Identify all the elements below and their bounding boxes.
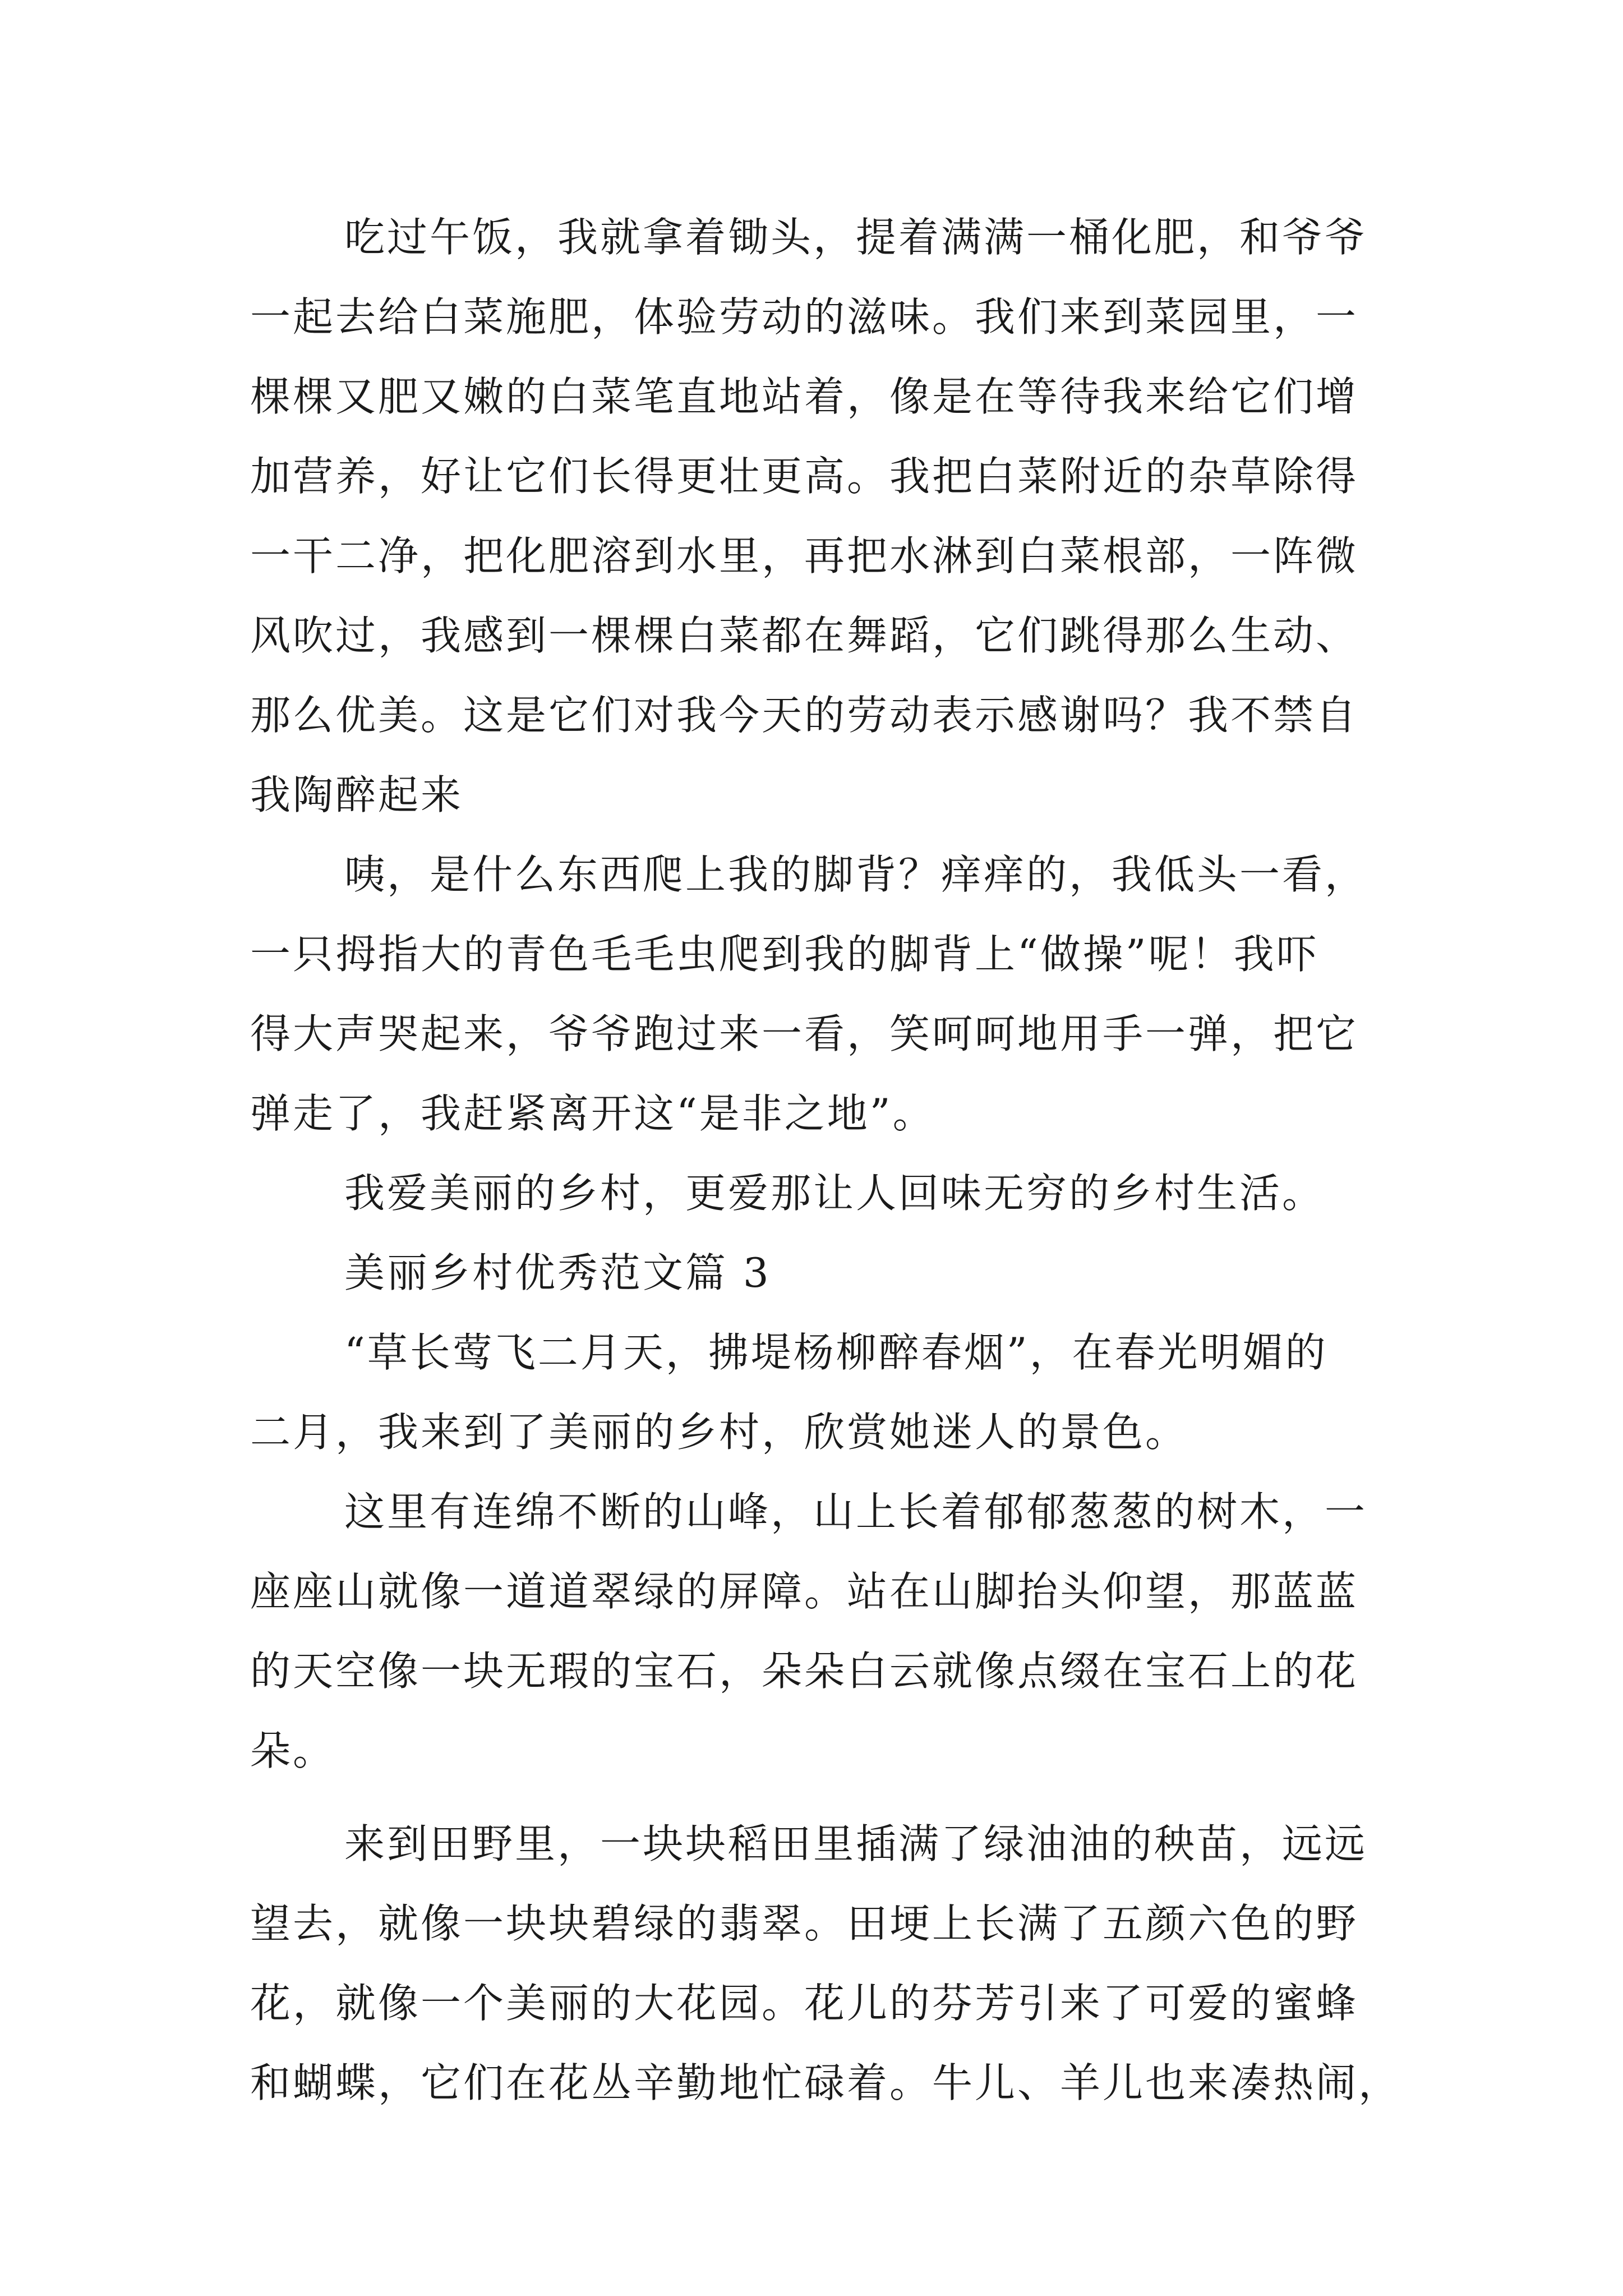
paragraph-line: 二月，我来到了美丽的乡村，欣赏她迷人的景色。: [250, 1409, 1188, 1456]
paragraph-line: 加营养，好让它们长得更壮更高。我把白菜附近的杂草除得: [250, 453, 1359, 500]
paragraph-gap: [250, 1791, 1390, 1804]
paragraph-line: 风吹过，我感到一棵棵白菜都在舞蹈，它们跳得那么生动、: [250, 612, 1359, 659]
paragraph-line: 一起去给白菜施肥，体验劳动的滋味。我们来到菜园里，一: [250, 293, 1359, 341]
paragraph-line: 朵。: [250, 1727, 336, 1774]
paragraph-line: 一干二净，把化肥溶到水里，再把水淋到白菜根部，一阵微: [250, 532, 1359, 579]
paragraph-line: 和蝴蝶，它们在花丛辛勤地忙碌着。牛儿、羊儿也来凑热闹，: [250, 2059, 1401, 2106]
paragraph-line: 花，就像一个美丽的大花园。花儿的芬芳引来了可爱的蜜蜂: [250, 1980, 1359, 2027]
paragraph-line: 咦，是什么东西爬上我的脚背？痒痒的，我低头一看，: [344, 851, 1368, 898]
paragraph-line: 的天空像一块无瑕的宝石，朵朵白云就像点缀在宝石上的花: [250, 1648, 1359, 1695]
essay-text: [250, 197, 1401, 2123]
paragraph-line: 棵棵又肥又嫩的白菜笔直地站着，像是在等待我来给它们增: [250, 373, 1359, 420]
paragraph-line: 弹走了，我赶紧离开这“是非之地”。: [250, 1090, 935, 1137]
paragraph-line: 我陶醉起来: [250, 771, 464, 818]
paragraph-line: 我爱美丽的乡村，更爱那让人回味无穷的乡村生活。: [344, 1170, 1325, 1217]
paragraph-line: 吃过午饭，我就拿着锄头，提着满满一桶化肥，和爷爷: [344, 214, 1368, 261]
paragraph-line: 得大声哭起来，爷爷跑过来一看，笑呵呵地用手一弹，把它: [250, 1010, 1359, 1057]
paragraph-line: 座座山就像一道道翠绿的屏障。站在山脚抬头仰望，那蓝蓝: [250, 1568, 1359, 1615]
paragraph-line: 来到田野里，一块块稻田里插满了绿油油的秧苗，远远: [344, 1820, 1368, 1867]
paragraph-line: 这里有连绵不断的山峰，山上长着郁郁葱葱的树木，一: [344, 1488, 1368, 1535]
paragraph-line: 那么优美。这是它们对我今天的劳动表示感谢吗？我不禁自: [250, 692, 1359, 739]
section-heading: 美丽乡村优秀范文篇 3: [344, 1249, 771, 1296]
paragraph-line: 望去，就像一块块碧绿的翡翠。田埂上长满了五颜六色的野: [250, 1900, 1359, 1947]
paragraph-line: 一只拇指大的青色毛毛虫爬到我的脚背上“做操”呢！我吓: [250, 931, 1319, 978]
paragraph-line: “草长莺飞二月天，拂堤杨柳醉春烟”，在春光明媚的: [344, 1329, 1328, 1376]
